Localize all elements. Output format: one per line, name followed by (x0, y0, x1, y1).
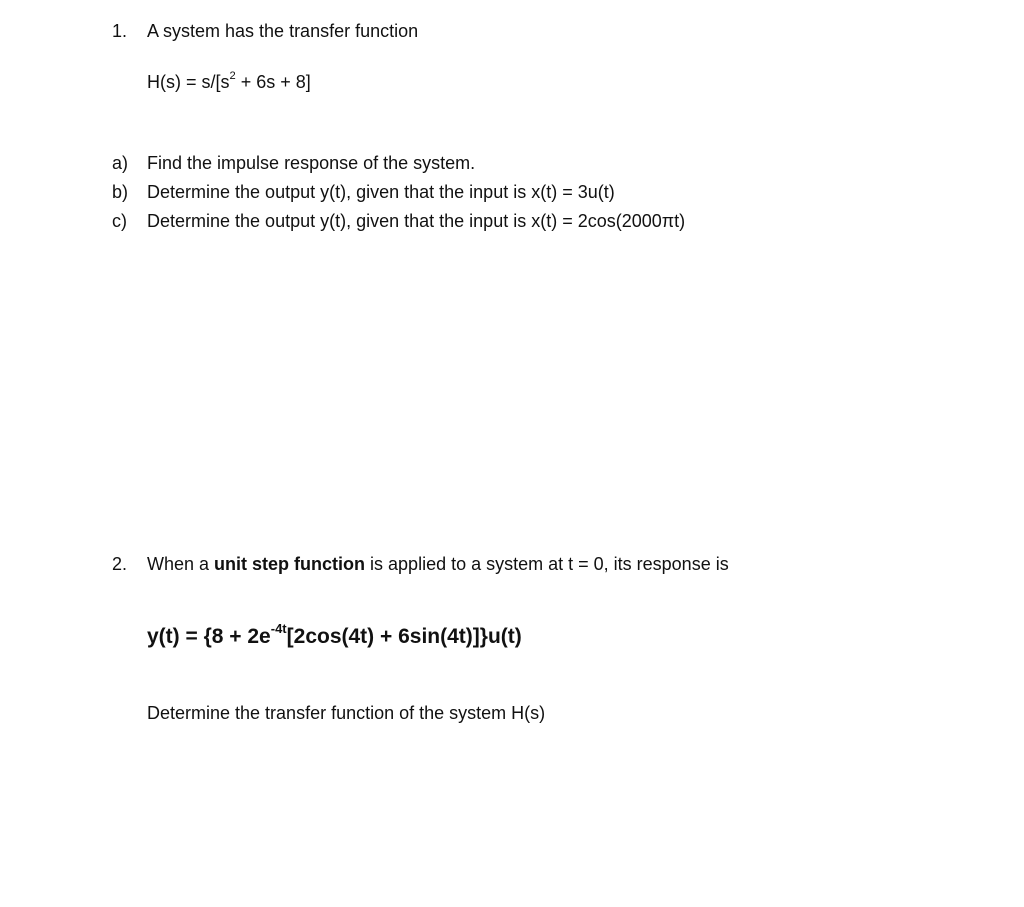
transfer-function-equation (147, 71, 311, 93)
part-c-label: c) (112, 211, 127, 231)
intro-bold: unit step function (214, 554, 366, 574)
part-c-text: Determine the output y(t), given that the input is x(t) = 2cos(2000πt) (147, 211, 686, 231)
intro-after: is applied to a system at t = 0, its response is (365, 554, 729, 574)
question-2-task-text: Determine the transfer function of the system H(s) (147, 703, 546, 723)
equation-suffix: + 6s + 8] (235, 72, 311, 92)
response-exponent: -4t (270, 621, 287, 637)
step-response-equation (147, 621, 522, 648)
question-1-intro: A system has the transfer function (147, 21, 419, 41)
question-2-intro (147, 553, 729, 575)
part-b-text: Determine the output y(t), given that the input is x(t) = 3u(t) (147, 182, 615, 202)
question-2-number: 2. (112, 554, 128, 574)
intro-before: When a (147, 554, 215, 574)
response-prefix: y(t) = {8 + 2e (147, 625, 271, 648)
part-b-label: b) (112, 182, 129, 202)
question-1-number: 1. (112, 21, 128, 41)
part-a-text: Find the impulse response of the system. (147, 153, 476, 173)
part-a-label: a) (112, 153, 129, 173)
equation-prefix: H(s) = s/[s (147, 72, 230, 92)
equation-exponent: 2 (229, 70, 236, 83)
question-2-task (147, 702, 545, 724)
response-suffix: [2cos(4t) + 6sin(4t)]}u(t) (286, 625, 522, 648)
